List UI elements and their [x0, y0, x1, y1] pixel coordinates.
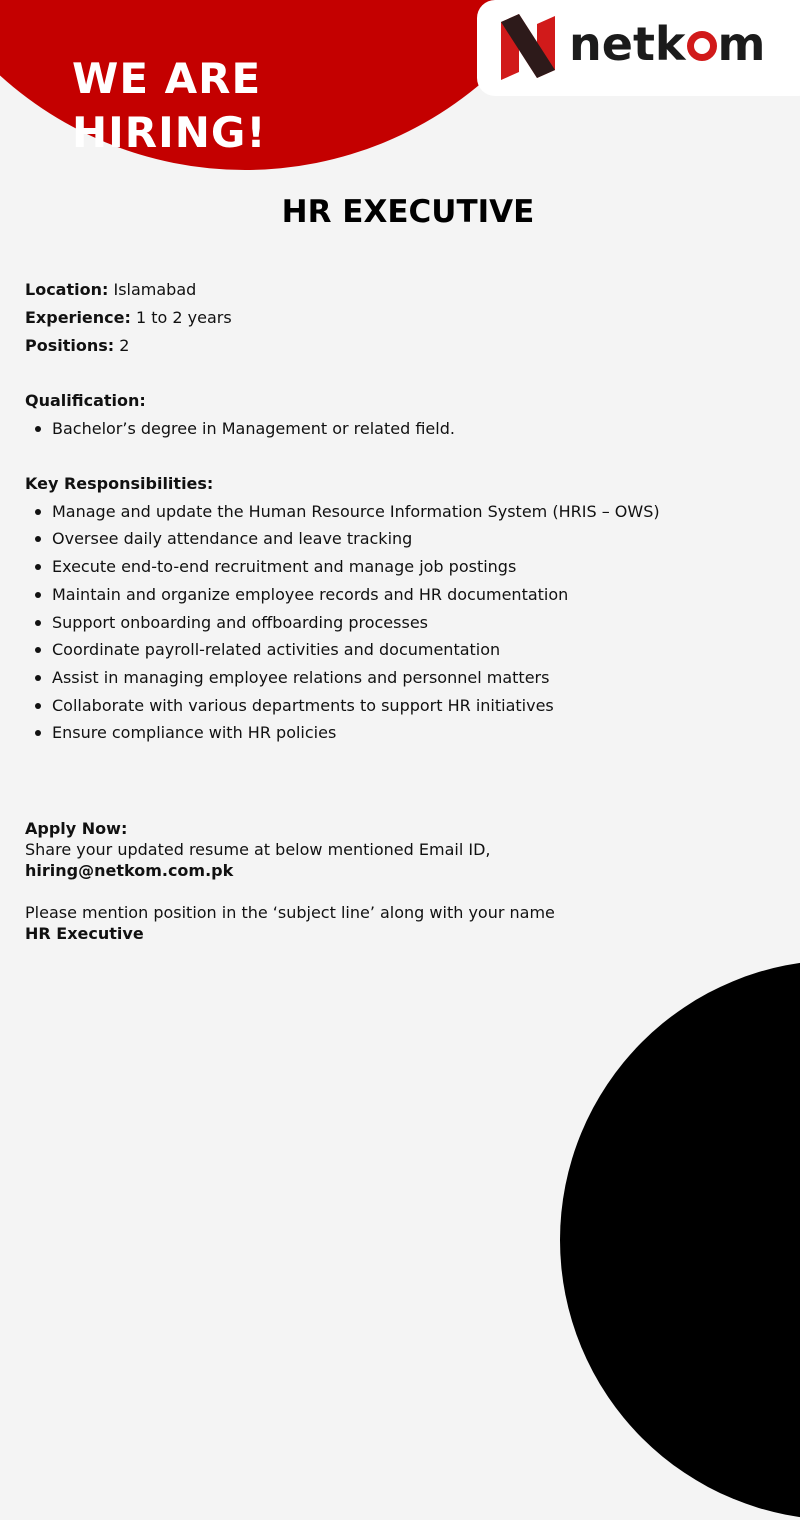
hiring-line-1: WE ARE [72, 54, 262, 103]
subject-value: HR Executive [25, 924, 144, 943]
experience-row [25, 304, 765, 332]
list-item: Ensure compliance with HR policies [25, 719, 765, 747]
positions-label: Positions: [25, 336, 115, 355]
location-row [25, 276, 765, 304]
list-item: Bachelor’s degree in Management or related field. [25, 415, 765, 443]
responsibilities-list [25, 498, 765, 747]
list-item: Assist in managing employee relations and personnel matters [25, 664, 765, 692]
location-value: Islamabad [113, 280, 197, 299]
logo-text-start: netk [569, 17, 686, 71]
location-label: Location: [25, 280, 109, 299]
company-logo [477, 0, 800, 96]
list-item: Coordinate payroll-related activities and documentation [25, 636, 765, 664]
logo-wordmark [569, 14, 765, 74]
list-item: Support onboarding and offboarding processes [25, 609, 765, 637]
list-item: Oversee daily attendance and leave tracking [25, 525, 765, 553]
black-corner-shape [560, 960, 800, 1520]
list-item: Maintain and organize employee records and HR documentation [25, 581, 765, 609]
qualification-heading: Qualification: [25, 391, 146, 410]
list-item: Manage and update the Human Resource Information System (HRIS – OWS) [25, 498, 765, 526]
subject-note: Please mention position in the ‘subject line’ along with your name [25, 903, 555, 922]
hiring-line-2: HIRING! [72, 108, 267, 157]
list-item: Execute end-to-end recruitment and manage job postings [25, 553, 765, 581]
qualification-list [25, 415, 765, 443]
hiring-headline [72, 52, 267, 160]
apply-instruction: Share your updated resume at below mentioned Email ID, [25, 840, 491, 859]
list-item: Collaborate with various departments to support HR initiatives [25, 692, 765, 720]
apply-section [25, 818, 765, 944]
positions-value: 2 [119, 336, 130, 355]
experience-value: 1 to 2 years [136, 308, 232, 327]
positions-row [25, 332, 765, 360]
logo-text-end: m [717, 17, 766, 71]
logo-o-ring [687, 31, 717, 61]
responsibilities-heading: Key Responsibilities: [25, 473, 214, 493]
job-details [25, 276, 765, 747]
job-title: HR EXECUTIVE [281, 194, 535, 230]
experience-label: Experience: [25, 308, 131, 327]
netkom-logo-mark-icon [493, 12, 563, 84]
apply-email[interactable]: hiring@netkom.com.pk [25, 861, 234, 880]
apply-heading: Apply Now: [25, 819, 128, 838]
